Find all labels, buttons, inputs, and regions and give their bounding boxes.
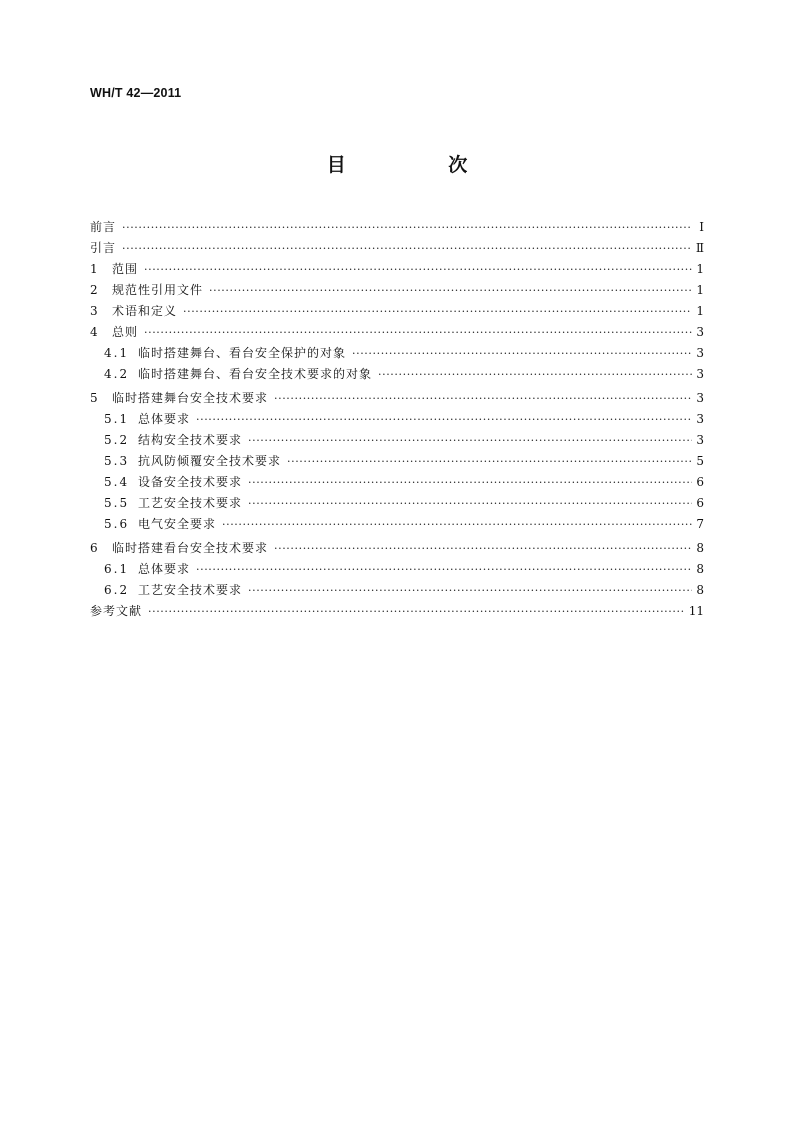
toc-number: 5.1 xyxy=(104,412,130,426)
toc-page-number: 8 xyxy=(696,583,704,597)
toc-entry-introduction[interactable] xyxy=(90,238,704,259)
toc-label: 设备安全技术要求 xyxy=(138,475,243,489)
toc-number: 1 xyxy=(90,262,100,276)
toc-page-number: 5 xyxy=(696,454,704,468)
dot-leader xyxy=(248,580,692,601)
toc-entry-4-2[interactable] xyxy=(90,364,704,385)
toc-page-number: 3 xyxy=(696,391,704,405)
toc-title: 目 次 xyxy=(326,154,516,176)
toc-label: 规范性引用文件 xyxy=(112,283,204,297)
toc-entry-5[interactable] xyxy=(90,388,704,409)
toc-page-number: 8 xyxy=(696,541,704,555)
dot-leader xyxy=(122,217,692,238)
toc-entry-5-5[interactable] xyxy=(90,493,704,514)
dot-leader xyxy=(144,322,692,343)
document-code: WH/T 42—2011 xyxy=(90,86,182,100)
toc-label: 参考文献 xyxy=(90,604,143,618)
dot-leader xyxy=(148,601,685,622)
dot-leader xyxy=(274,538,692,559)
dot-leader xyxy=(222,514,692,535)
toc-number: 5.3 xyxy=(104,454,130,468)
toc-page-number: Ⅰ xyxy=(699,220,704,234)
toc-page-number: 3 xyxy=(696,412,704,426)
toc-number: 6.2 xyxy=(104,583,130,597)
dot-leader xyxy=(287,451,692,472)
toc-entry-6-2[interactable] xyxy=(90,580,704,601)
toc-label: 总体要求 xyxy=(138,412,191,426)
toc-page-number: 11 xyxy=(688,604,704,618)
toc-label: 范围 xyxy=(112,262,139,276)
toc-entry-4[interactable] xyxy=(90,322,704,343)
toc-page-number: 3 xyxy=(696,367,704,381)
toc-label: 电气安全要求 xyxy=(138,517,217,531)
toc-entry-foreword[interactable] xyxy=(90,217,704,238)
toc-entry-5-6[interactable] xyxy=(90,514,704,535)
toc-number: 4.1 xyxy=(104,346,130,360)
toc-entry-2[interactable] xyxy=(90,280,704,301)
toc-number: 5 xyxy=(90,391,100,405)
toc-entry-5-4[interactable] xyxy=(90,472,704,493)
toc-label: 引言 xyxy=(90,241,117,255)
toc-label: 前言 xyxy=(90,220,117,234)
toc-label: 结构安全技术要求 xyxy=(138,433,243,447)
toc-page-number: 6 xyxy=(696,496,704,510)
dot-leader xyxy=(378,364,692,385)
dot-leader xyxy=(144,259,692,280)
dot-leader xyxy=(248,430,692,451)
toc-number: 4.2 xyxy=(104,367,130,381)
toc-number: 2 xyxy=(90,283,100,297)
toc-number: 5.2 xyxy=(104,433,130,447)
toc-page-number: Ⅱ xyxy=(695,241,704,255)
toc-number: 5.4 xyxy=(104,475,130,489)
toc-label: 抗风防倾覆安全技术要求 xyxy=(138,454,282,468)
dot-leader xyxy=(352,343,692,364)
toc-label: 临时搭建舞台、看台安全保护的对象 xyxy=(138,346,347,360)
toc-entry-6-1[interactable] xyxy=(90,559,704,580)
toc-entry-bibliography[interactable] xyxy=(90,601,704,622)
toc-label: 工艺安全技术要求 xyxy=(138,583,243,597)
toc-entry-4-1[interactable] xyxy=(90,343,704,364)
dot-leader xyxy=(248,472,692,493)
toc-page-number: 1 xyxy=(696,283,704,297)
toc-page-number: 3 xyxy=(696,346,704,360)
toc-number: 6.1 xyxy=(104,562,130,576)
toc-page-number: 8 xyxy=(696,562,704,576)
toc-page-number: 1 xyxy=(696,304,704,318)
toc-number: 4 xyxy=(90,325,100,339)
toc-label: 术语和定义 xyxy=(112,304,178,318)
toc-entry-5-1[interactable] xyxy=(90,409,704,430)
toc-page-number: 1 xyxy=(696,262,704,276)
toc-entry-5-3[interactable] xyxy=(90,451,704,472)
dot-leader xyxy=(196,559,692,580)
toc-entry-1[interactable] xyxy=(90,259,704,280)
toc-number: 6 xyxy=(90,541,100,555)
toc-page-number: 3 xyxy=(696,325,704,339)
toc-label: 总体要求 xyxy=(138,562,191,576)
toc-label: 工艺安全技术要求 xyxy=(138,496,243,510)
toc-page-number: 3 xyxy=(696,433,704,447)
table-of-contents xyxy=(90,217,704,622)
toc-page-number: 7 xyxy=(696,517,704,531)
dot-leader xyxy=(122,238,692,259)
toc-number: 5.5 xyxy=(104,496,130,510)
dot-leader xyxy=(248,493,692,514)
toc-label: 临时搭建舞台、看台安全技术要求的对象 xyxy=(138,367,373,381)
dot-leader xyxy=(183,301,692,322)
toc-entry-3[interactable] xyxy=(90,301,704,322)
dot-leader xyxy=(209,280,692,301)
toc-entry-6[interactable] xyxy=(90,538,704,559)
toc-entry-5-2[interactable] xyxy=(90,430,704,451)
toc-number: 5.6 xyxy=(104,517,130,531)
dot-leader xyxy=(274,388,692,409)
toc-label: 临时搭建看台安全技术要求 xyxy=(112,541,269,555)
toc-label: 总则 xyxy=(112,325,139,339)
toc-label: 临时搭建舞台安全技术要求 xyxy=(112,391,269,405)
dot-leader xyxy=(196,409,692,430)
toc-page-number: 6 xyxy=(696,475,704,489)
toc-number: 3 xyxy=(90,304,100,318)
